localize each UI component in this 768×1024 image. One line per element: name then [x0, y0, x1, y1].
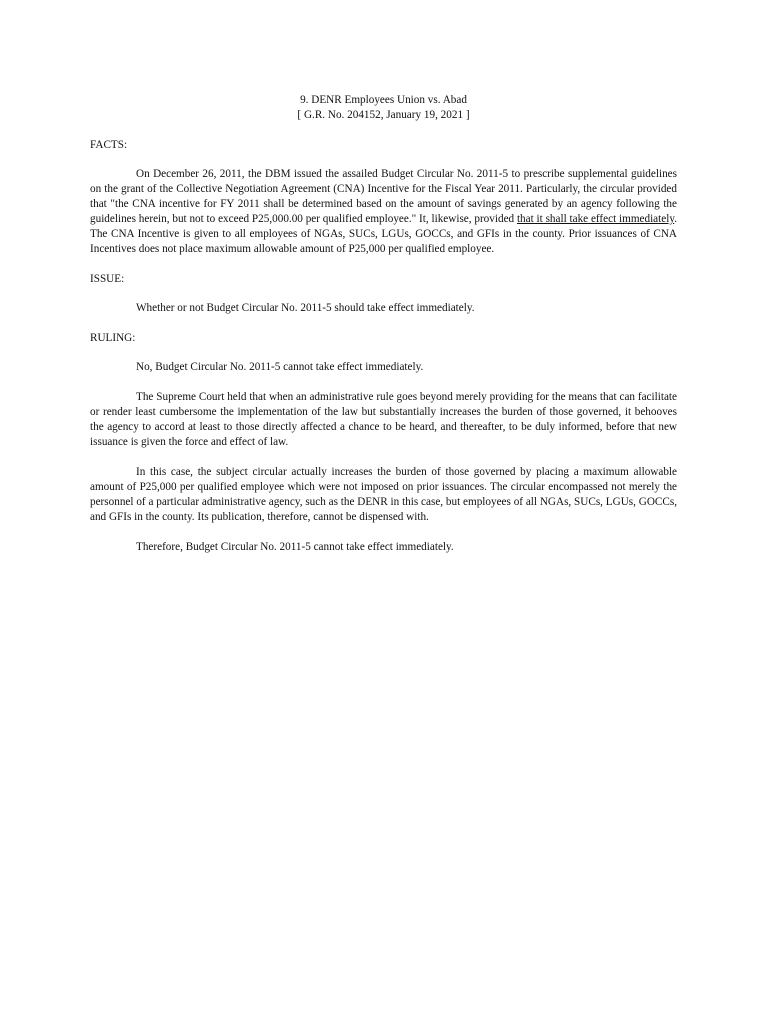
facts-heading: FACTS:: [90, 139, 128, 151]
ruling-heading: RULING:: [90, 332, 136, 344]
issue-heading: ISSUE:: [90, 273, 125, 285]
facts-text-before: On December 26, 2011, the DBM issued the assailed Budget Circular No. 2011-5 to prescribe supplemental guidelines on the grant of the Collective Negotiation Agreement (CNA) Incentive for the Fiscal Year 2011. Particularly, the circular provided that "the CNA incentive for FY 2011 shall be determined based on the amount of savings generated by an agency following the guidelines herein, but not to exceed P25,000.00 per qualified employee." It, likewise, provided: [90, 168, 677, 225]
ruling-paragraph-4: Therefore, Budget Circular No. 2011-5 cannot take effect immediately.: [136, 541, 454, 553]
ruling-paragraph-2: The Supreme Court held that when an administrative rule goes beyond merely providing for the means that can facilitate or render least cumbersome the implementation of the law but substantially increases the burden of those governed, it behooves the agency to accord at least to those directly affected a chance to be heard, and thereafter, to be duly informed, before that new issuance is given the force and effect of law.: [90, 391, 677, 448]
case-title-block: [90, 93, 677, 123]
document-page: [90, 93, 677, 570]
case-title: 9. DENR Employees Union vs. Abad: [300, 94, 467, 106]
case-citation: [ G.R. No. 204152, January 19, 2021 ]: [297, 109, 470, 121]
facts-paragraph: [90, 167, 677, 257]
ruling-paragraph-1: No, Budget Circular No. 2011-5 cannot take effect immediately.: [136, 361, 424, 373]
issue-paragraph: Whether or not Budget Circular No. 2011-5 should take effect immediately.: [136, 302, 475, 314]
facts-text-underlined: that it shall take effect immediately: [516, 213, 675, 225]
facts-text-after: . The CNA Incentive is given to all employees of NGAs, SUCs, LGUs, GOCCs, and GFIs in the county. Prior issuances of CNA Incentives does not place maximum allowable amount of P25,000 per qualified employee.: [90, 213, 677, 255]
ruling-paragraph-3: In this case, the subject circular actually increases the burden of those governed by placing a maximum allowable amount of P25,000 per qualified employee which were not imposed on prior issuances. The circular encompassed not merely the personnel of a particular administrative agency, such as the DENR in this case, but employees of all NGAs, SUCs, LGUs, GOCCs, and GFIs in the county. Its publication, therefore, cannot be dispensed with.: [90, 466, 677, 523]
